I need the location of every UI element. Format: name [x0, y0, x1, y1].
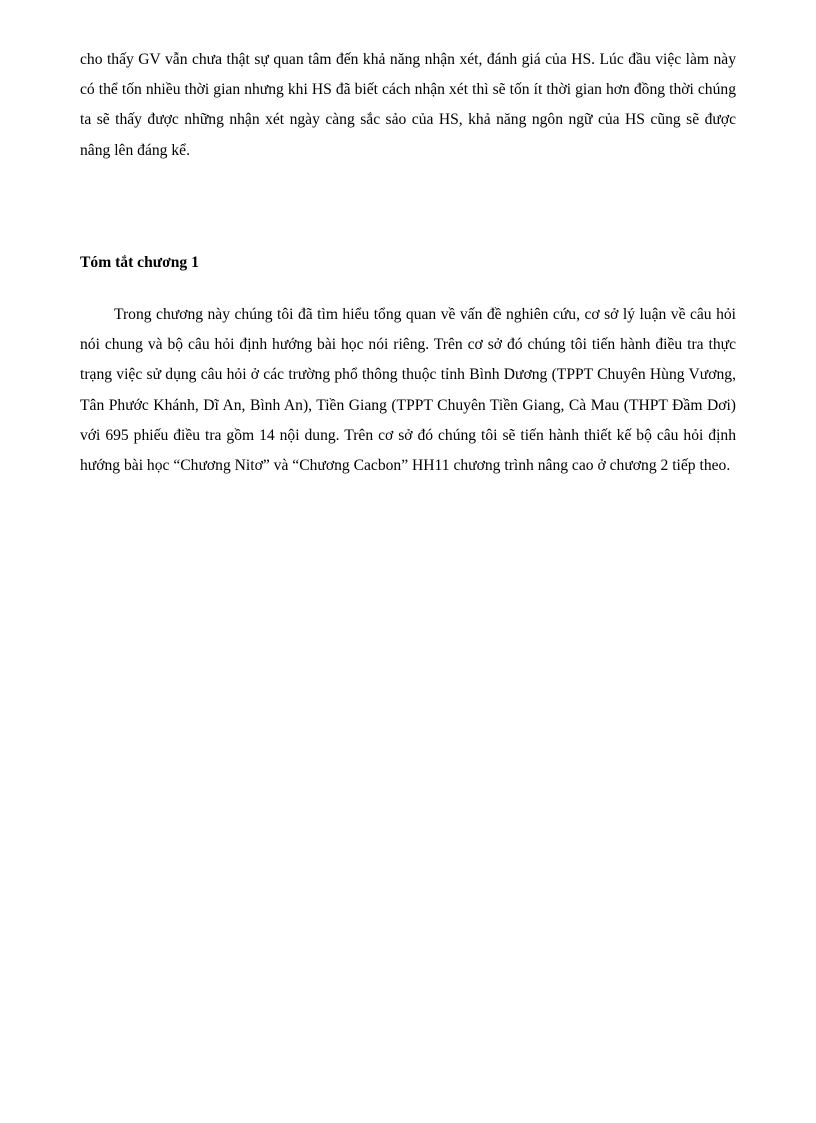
page-content: [80, 45, 736, 481]
summary-paragraph: Trong chương này chúng tôi đã tìm hiểu tổng quan về vấn đề nghiên cứu, cơ sở lý luận về câu hỏi nói chung và bộ câu hỏi định hướng bài học nói riêng. Trên cơ sở đó chúng tôi tiến hành điều tra thực trạng việc sử dụng câu hỏi ở các trường phổ thông thuộc tỉnh Bình Dương (TPPT Chuyên Hùng Vương, Tân Phước Khánh, Dĩ An, Bình An), Tiền Giang (TPPT Chuyên Tiền Giang, Cà Mau (THPT Đầm Dơi) với 695 phiếu điều tra gồm 14 nội dung. Trên cơ sở đó chúng tôi sẽ tiến hành thiết kế bộ câu hỏi định hướng bài học “Chương Nitơ” và “Chương Cacbon” HH11 chương trình nâng cao ở chương 2 tiếp theo.: [80, 306, 736, 475]
section-heading-block: [80, 248, 736, 278]
section-heading: Tóm tắt chương 1: [80, 253, 199, 271]
continuation-paragraph: cho thấy GV vẫn chưa thật sự quan tâm đến khả năng nhận xét, đánh giá của HS. Lúc đầu việc làm này có thể tốn nhiều thời gian nhưng khi HS đã biết cách nhận xét thì sẽ tốn ít thời gian hơn đồng thời chúng ta sẽ thấy được những nhận xét ngày càng sắc sảo của HS, khả năng ngôn ngữ của HS cũng sẽ được nâng lên đáng kể.: [80, 51, 736, 159]
